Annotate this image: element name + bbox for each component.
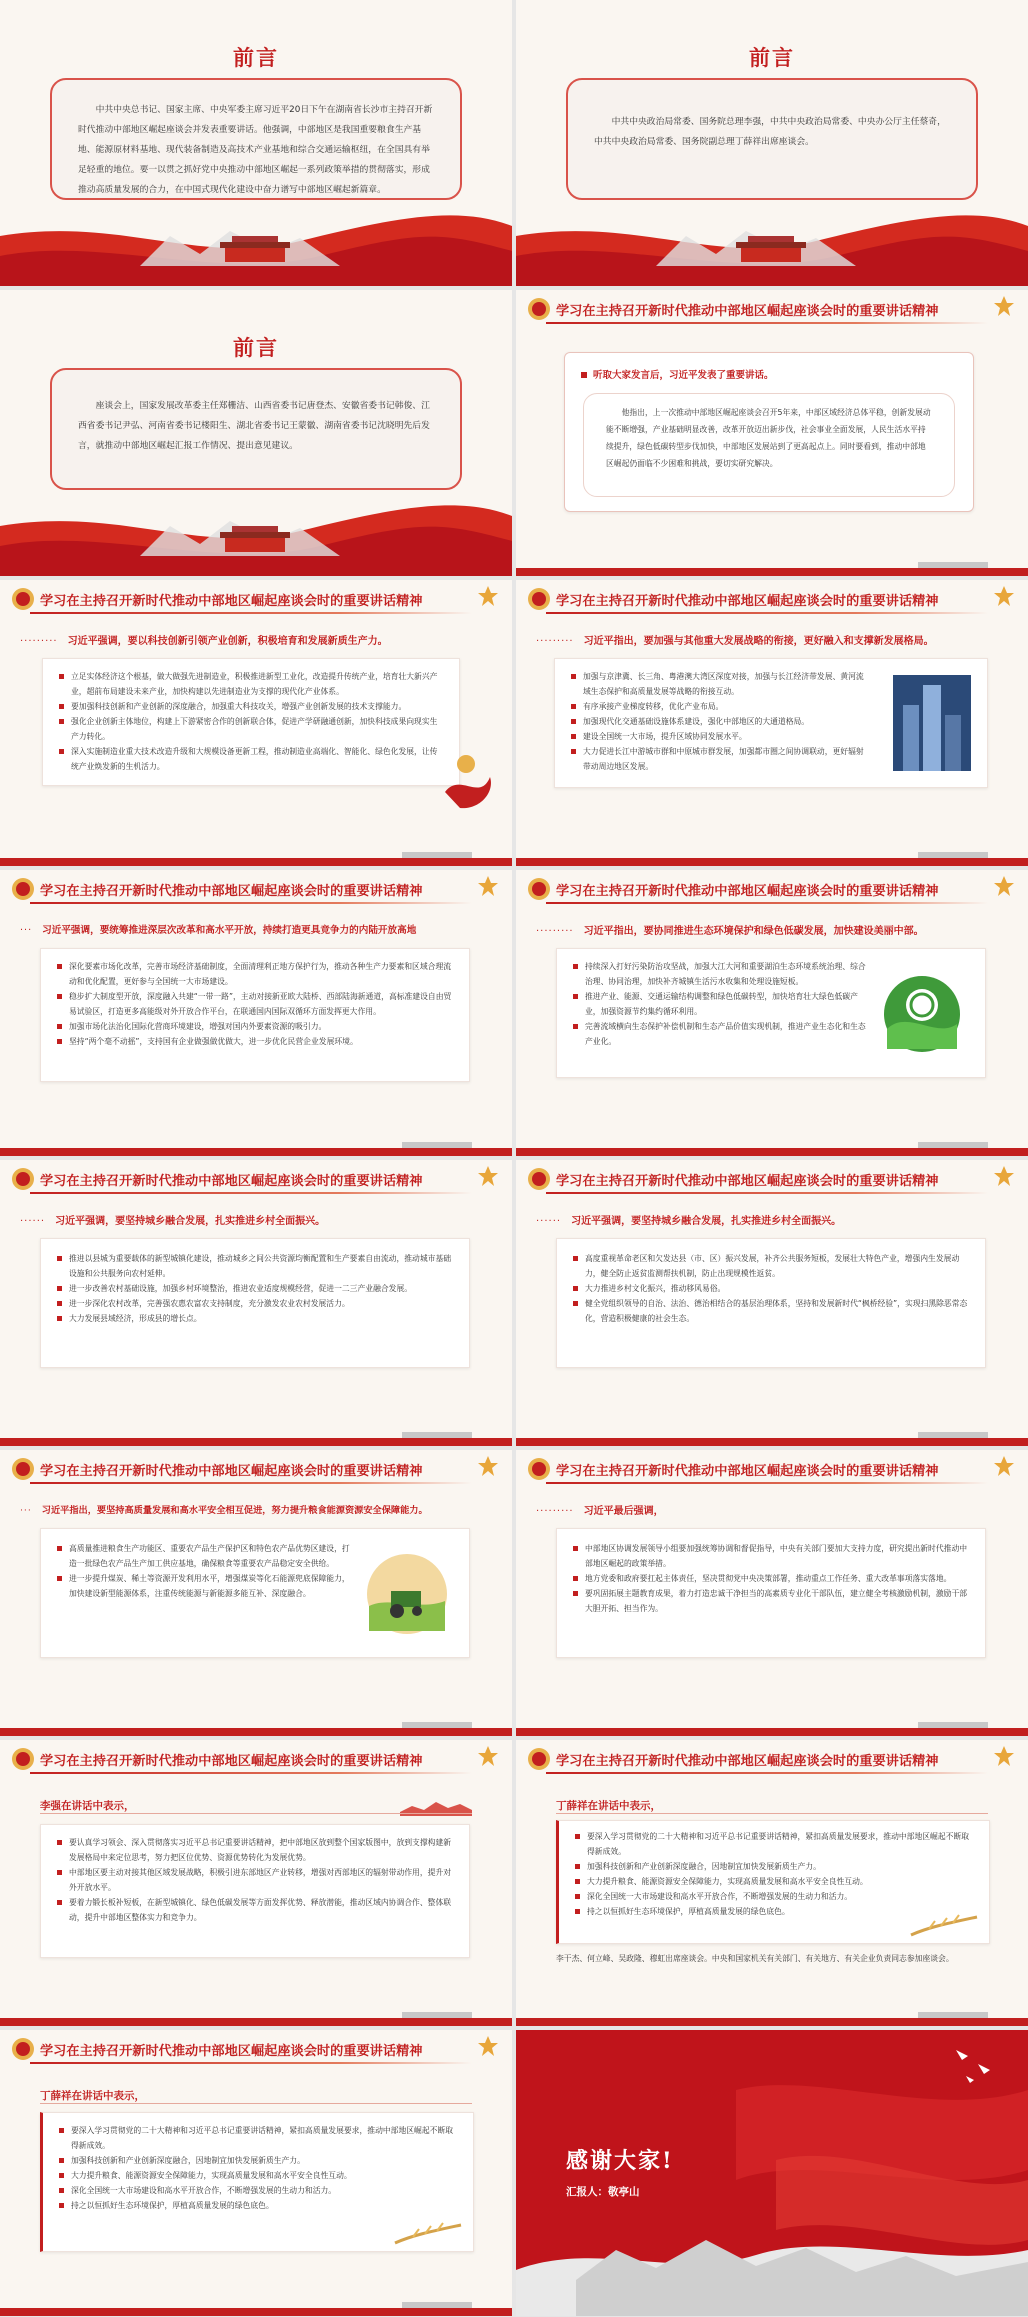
slide-strategy[interactable]: [516, 580, 1028, 866]
preface-text: 中共中央总书记、国家主席、中央军委主席习近平20日下午在湖南省长沙市主持召开新时代推动中部地区崛起座谈会并发表重要讲话。他强调，中部地区是我国重要粮食生产基地、能源原材料基地、现代装备制造及高技术产业基地和综合交通运输枢纽，在全国具有举足轻重的地位。要一以贯之抓好党中央推动中部地区崛起一系列政策举措的贯彻落实，形成推动高质量发展的合力，在中国式现代化建设中奋力谱写中部地区崛起新篇章。: [78, 105, 433, 195]
list-item: 加强科技创新和产业创新深度融合，因地制宜加快发展新质生产力。: [573, 1859, 975, 1874]
dotted-marker: ···: [20, 1505, 32, 1516]
bottom-bar: [516, 1438, 1028, 1446]
speech-text: 他指出，上一次推动中部地区崛起座谈会召开5年来，中部区域经济总体平稳，创新发展动能不断增强，产业基础明显改善，改革开放迈出新步伐，社会事业全面发展，人民生活水平持续提升，绿色低碳转型步伐加快，中部地区发展站到了更高起点上。同时要看到，推动中部地区崛起仍面临不少困难和挑战，要切实研究解决。: [606, 408, 931, 468]
preface-text-box: [566, 78, 978, 200]
preface-text: 中共中央政治局常委、国务院总理李强，中共中央政治局常委、中央办公厅主任蔡奇，中共中央政治局常委、国务院副总理丁薛祥出席座谈会。: [594, 117, 946, 147]
preface-title: 前言: [233, 45, 279, 70]
slide-header: [0, 1160, 512, 1200]
star-icon: [992, 1454, 1016, 1478]
preface-text: 座谈会上，国家发展改革委主任郑栅洁、山西省委书记唐登杰、安徽省委书记韩俊、江西省委书记尹弘、河南省委书记楼阳生、湖北省委书记王蒙徽、湖南省委书记沈晓明先后发言，就推动中部地区崛起汇报工作情况、提出意见建议。: [78, 401, 430, 451]
header-title: 学习在主持召开新时代推动中部地区崛起座谈会时的重要讲话精神: [556, 304, 939, 319]
section-subheading-text: 习近平指出，要坚持高质量发展和高水平安全相互促进，努力提升粮食能源资源安全保障能力。: [41, 1505, 428, 1516]
content-card: [40, 1238, 470, 1368]
party-emblem-icon: [526, 1746, 552, 1772]
speaker-heading: 丁薛祥在讲话中表示，: [40, 2090, 145, 2102]
bullet-list: [573, 1829, 975, 1919]
party-emblem-icon: [526, 876, 552, 902]
slide-ding-xuexiang-2[interactable]: [0, 2030, 512, 2316]
list-item: 加强现代化交通基础设施体系建设，强化中部地区的大通道格局。: [569, 714, 869, 729]
dotted-marker: ·········: [536, 926, 574, 937]
header-title: 学习在主持召开新时代推动中部地区崛起座谈会时的重要讲话精神: [40, 2044, 423, 2059]
header-title: 学习在主持召开新时代推动中部地区崛起座谈会时的重要讲话精神: [556, 594, 939, 609]
header-title: 学习在主持召开新时代推动中部地区崛起座谈会时的重要讲话精神: [556, 1754, 939, 1769]
header-title: 学习在主持召开新时代推动中部地区崛起座谈会时的重要讲话精神: [40, 884, 423, 899]
wheat-icon: [393, 2221, 463, 2245]
attendance-note: 李干杰、何立峰、吴政隆、穆虹出席座谈会。中央和国家机关有关部门、有关地方、有关企业负责同志参加座谈会。: [556, 1954, 954, 1963]
star-icon: [476, 584, 500, 608]
slide-header: [516, 1740, 1028, 1780]
slide-reform[interactable]: [0, 870, 512, 1156]
party-emblem-icon: [10, 586, 36, 612]
list-item: 大力推进乡村文化振兴，推动移风易俗。: [571, 1281, 971, 1296]
preface-title: 前言: [749, 45, 795, 70]
section-subheading: [536, 632, 1008, 647]
content-card: [556, 1820, 990, 1944]
speaker-divider: [40, 1813, 472, 1814]
party-emblem-icon: [10, 2036, 36, 2062]
party-emblem-icon: [526, 1166, 552, 1192]
bullet-list: [571, 1251, 971, 1326]
header-divider: [546, 322, 988, 324]
party-emblem-icon: [526, 1456, 552, 1482]
content-card: [42, 658, 460, 786]
party-emblem-icon: [526, 586, 552, 612]
list-item: 有序承接产业梯度转移，优化产业布局。: [569, 699, 869, 714]
section-subheading: [536, 1212, 1008, 1227]
star-icon: [992, 294, 1016, 318]
bottom-bar: [0, 1728, 512, 1736]
slide-security[interactable]: [0, 1450, 512, 1736]
red-ribbon-emblem-icon: [440, 742, 496, 812]
party-emblem-icon: [10, 1456, 36, 1482]
header-divider: [30, 2062, 472, 2064]
star-icon: [992, 1744, 1016, 1768]
dotted-marker: ·········: [536, 636, 574, 647]
list-item: 大力提升粮食、能源资源安全保障能力，实现高质量发展和高水平安全良性互动。: [573, 1874, 975, 1889]
section-subheading: [20, 1212, 492, 1227]
slide-ding-xuexiang-1[interactable]: [516, 1740, 1028, 2026]
speaker-heading: 李强在讲话中表示，: [40, 1800, 135, 1812]
list-item: 大力提升粮食、能源资源安全保障能力，实现高质量发展和高水平安全良性互动。: [57, 2168, 459, 2183]
star-icon: [476, 874, 500, 898]
header-divider: [30, 1772, 472, 1774]
dotted-marker: ······: [536, 1216, 562, 1227]
list-item: 加强与京津冀、长三角、粤港澳大湾区深度对接，加强与长江经济带发展、黄河流域生态保护和高质量发展等战略的衔接互动。: [569, 669, 869, 699]
bullet-list: [55, 1541, 355, 1601]
dotted-marker: ······: [20, 1216, 46, 1227]
content-card: [556, 948, 986, 1078]
slide-header: [516, 1450, 1028, 1490]
bullet-list: [57, 669, 445, 774]
list-item: 高度重视革命老区和欠发达县（市、区）振兴发展，补齐公共服务短板，发展壮大特色产业，增强内生发展动力，健全防止返贫监测帮扶机制，防止出现规模性返贫。: [571, 1251, 971, 1281]
bullet-list: [571, 1541, 971, 1616]
slide-preface-3[interactable]: [0, 290, 512, 576]
content-card: [40, 1528, 470, 1658]
content-card: [40, 1824, 470, 1958]
speech-card: [564, 352, 974, 512]
speaker-divider: [556, 1813, 988, 1814]
list-item: 深化全国统一大市场建设和高水平开放合作，不断增强发展的生动力和活力。: [573, 1889, 975, 1904]
header-title: 学习在主持召开新时代推动中部地区崛起座谈会时的重要讲话精神: [40, 1174, 423, 1189]
speech-subheading: [581, 367, 774, 381]
list-item: 加强市场化法治化国际化营商环境建设，增强对国内外要素资源的吸引力。: [55, 1019, 455, 1034]
header-title: 学习在主持召开新时代推动中部地区崛起座谈会时的重要讲话精神: [40, 1464, 423, 1479]
slide-ecology[interactable]: [516, 870, 1028, 1156]
slide-li-qiang[interactable]: [0, 1740, 512, 2026]
bottom-bar: [0, 858, 512, 866]
content-card: [40, 948, 470, 1082]
list-item: 地方党委和政府要扛起主体责任，坚决贯彻党中央决策部署，推动重点工作任务、重大改革事项落实落地。: [571, 1571, 971, 1586]
preface-title: 前言: [233, 335, 279, 360]
party-emblem-icon: [10, 876, 36, 902]
list-item: 要深入学习贯彻党的二十大精神和习近平总书记重要讲话精神，紧扣高质量发展要求，推动中部地区崛起不断取得新成效。: [573, 1829, 975, 1859]
bullet-list: [55, 1251, 455, 1326]
list-item: 大力促进长江中游城市群和中原城市群发展，加强都市圈之间协调联动，更好辐射带动周边地区发展。: [569, 744, 869, 774]
slide-thanks[interactable]: [516, 2030, 1028, 2316]
speaker-divider: [40, 2103, 472, 2104]
section-subheading: [536, 922, 1008, 937]
bottom-bar: [516, 1148, 1028, 1156]
slide-speech-intro[interactable]: [516, 290, 1028, 576]
slide-header: [516, 290, 1028, 330]
header-divider: [546, 612, 988, 614]
list-item: 要巩固拓展主题教育成果，着力打造忠诚干净担当的高素质专业化干部队伍，建立健全考核激励机制，激励干部大胆开拓、担当作为。: [571, 1586, 971, 1616]
slide-innovation[interactable]: [0, 580, 512, 866]
list-item: 健全党组织领导的自治、法治、德治相结合的基层治理体系，坚持和发展新时代“枫桥经验”，实现扫黑除恶常态化，营造积极健康的社会生态。: [571, 1296, 971, 1326]
header-divider: [546, 1192, 988, 1194]
section-subheading-text: 习近平强调，要坚持城乡融合发展，扎实推进乡村全面振兴。: [571, 1216, 842, 1227]
preface-text-box: [50, 78, 462, 200]
header-divider: [30, 1482, 472, 1484]
section-subheading: [20, 632, 492, 647]
list-item: 加强科技创新和产业创新深度融合，因地制宜加快发展新质生产力。: [57, 2153, 459, 2168]
slide-final[interactable]: [516, 1450, 1028, 1736]
slide-rural-2[interactable]: [516, 1160, 1028, 1446]
list-item: 中部地区协调发展领导小组要加强统筹协调和督促指导，中央有关部门要加大支持力度，研究提出新时代推动中部地区崛起的政策举措。: [571, 1541, 971, 1571]
speaker-heading: 丁薛祥在讲话中表示，: [556, 1800, 661, 1812]
wheat-icon: [909, 1913, 979, 1937]
list-item: 坚持“两个毫不动摇”，支持国有企业做强做优做大，进一步优化民营企业发展环境。: [55, 1034, 455, 1049]
star-icon: [992, 1164, 1016, 1188]
header-divider: [30, 612, 472, 614]
section-subheading: [20, 1502, 492, 1516]
list-item: 要深入学习贯彻党的二十大精神和习近平总书记重要讲话精神，紧扣高质量发展要求，推动中部地区崛起不断取得新成效。: [57, 2123, 459, 2153]
red-ribbon-tiananmen-decoration: [0, 486, 512, 576]
dotted-marker: ·········: [536, 1506, 574, 1517]
list-item: 进一步改善农村基础设施，加强乡村环境整治，推进农业适度规模经营，促进一二三产业融合发展。: [55, 1281, 455, 1296]
bullet-list: [55, 1835, 455, 1925]
bottom-bar: [516, 858, 1028, 866]
bottom-bar: [516, 1728, 1028, 1736]
list-item: 建设全国统一大市场，提升区域协同发展水平。: [569, 729, 869, 744]
list-item: 要加强科技创新和产业创新的深度融合，加强重大科技攻关，增强产业创新发展的技术支撑能力。: [57, 699, 445, 714]
slide-header: [0, 2030, 512, 2070]
bottom-bar: [0, 1148, 512, 1156]
bottom-bar: [0, 2308, 512, 2316]
slide-preface-2[interactable]: [516, 0, 1028, 286]
header-divider: [546, 1772, 988, 1774]
star-icon: [476, 2034, 500, 2058]
red-ribbon-tiananmen-decoration: [516, 196, 1028, 286]
content-card: [556, 1528, 986, 1658]
dotted-marker: ···: [20, 925, 33, 936]
farm-tractor-icon: [359, 1551, 455, 1637]
city-skyline-image: [893, 675, 971, 771]
speech-subheading-text: 听取大家发言后，习近平发表了重要讲话。: [593, 370, 774, 381]
section-subheading-text: 习近平强调，要统筹推进深层次改革和高水平开放，持续打造更具竞争力的内陆开放高地: [42, 925, 417, 936]
slide-rural-1[interactable]: [0, 1160, 512, 1446]
list-item: 立足实体经济这个根基，做大做强先进制造业，积极推进新型工业化，改造提升传统产业，培育壮大新兴产业，超前布局建设未来产业，加快构建以先进制造业为支撑的现代化产业体系。: [57, 669, 445, 699]
section-subheading-text: 习近平强调，要以科技创新引领产业创新，积极培育和发展新质生产力。: [67, 636, 388, 647]
list-item: 中部地区要主动对接其他区域发展战略，积极引进东部地区产业转移，增强对西部地区的辐射带动作用，提升对外开放水平。: [55, 1865, 455, 1895]
slide-preface-1[interactable]: [0, 0, 512, 286]
slide-header: [516, 870, 1028, 910]
list-item: 深化全国统一大市场建设和高水平开放合作，不断增强发展的生动力和活力。: [57, 2183, 459, 2198]
header-divider: [546, 902, 988, 904]
section-subheading-text: 习近平指出，要协同推进生态环境保护和绿色低碳发展，加快建设美丽中部。: [583, 926, 924, 937]
list-item: 推进以县城为重要载体的新型城镇化建设，推动城乡之间公共资源均衡配置和生产要素自由流动，推动城市基础设施和公共服务向农村延伸。: [55, 1251, 455, 1281]
star-icon: [476, 1454, 500, 1478]
section-subheading-text: 习近平强调，要坚持城乡融合发展，扎实推进乡村全面振兴。: [55, 1216, 326, 1227]
header-title: 学习在主持召开新时代推动中部地区崛起座谈会时的重要讲话精神: [40, 594, 423, 609]
header-title: 学习在主持召开新时代推动中部地区崛起座谈会时的重要讲话精神: [556, 884, 939, 899]
bottom-bar: [0, 2018, 512, 2026]
content-card: [554, 658, 988, 788]
slide-header: [516, 580, 1028, 620]
bullet-list: [569, 669, 869, 774]
party-emblem-icon: [526, 296, 552, 322]
section-subheading: [536, 1502, 1008, 1517]
header-title: 学习在主持召开新时代推动中部地区崛起座谈会时的重要讲话精神: [40, 1754, 423, 1769]
list-item: 深化要素市场化改革，完善市场经济基础制度，全面清理利正地方保护行为，推动各种生产力要素和区域合理流动和优化配置，更好参与全国统一大市场建设。: [55, 959, 455, 989]
list-item: 持之以恒抓好生态环境保护，厚植高质量发展的绿色底色。: [573, 1904, 975, 1919]
section-subheading-text: 习近平最后强调，: [583, 1506, 664, 1517]
bullet-list: [55, 959, 455, 1049]
list-item: 稳步扩大制度型开放，深度融入共建“一带一路”，主动对接新亚欧大陆桥、西部陆海新通道，高标准建设自由贸易试验区，打造更多高能级对外开放合作平台，在联通国内国际双循环方面发挥更大作用。: [55, 989, 455, 1019]
star-icon: [992, 584, 1016, 608]
green-earth-icon: [877, 969, 967, 1059]
preface-text-box: [50, 368, 462, 490]
star-icon: [476, 1744, 500, 1768]
list-item: 进一步提升煤炭、稀土等资源开发利用水平，增强煤炭等化石能源兜底保障能力，加快建设新型能源体系，注重传统能源与新能源多能互补、深度融合。: [55, 1571, 355, 1601]
bullet-list: [571, 959, 871, 1049]
list-item: 持续深入打好污染防治攻坚战，加强大江大河和重要湖泊生态环境系统治理、综合治理、协同治理，加快补齐城镇生活污水收集和处理设施短板。: [571, 959, 871, 989]
bullet-list: [57, 2123, 459, 2213]
header-divider: [30, 902, 472, 904]
red-ribbon-tiananmen-decoration: [0, 196, 512, 286]
party-emblem-icon: [10, 1746, 36, 1772]
list-item: 持之以恒抓好生态环境保护，厚植高质量发展的绿色底色。: [57, 2198, 459, 2213]
header-divider: [546, 1482, 988, 1484]
slide-header: [0, 870, 512, 910]
speech-quote-box: [583, 393, 955, 497]
slide-header: [516, 1160, 1028, 1200]
bullet-square-icon: [581, 372, 587, 378]
list-item: 推进产业、能源、交通运输结构调整和绿色低碳转型，加快培育壮大绿色低碳产业，加强资源节约集约循环利用。: [571, 989, 871, 1019]
slide-header: [0, 580, 512, 620]
party-emblem-icon: [10, 1166, 36, 1192]
header-divider: [30, 1192, 472, 1194]
header-title: 学习在主持召开新时代推动中部地区崛起座谈会时的重要讲话精神: [556, 1174, 939, 1189]
bottom-bar: [0, 1438, 512, 1446]
bottom-bar: [516, 568, 1028, 576]
list-item: 要着力锻长板补短板，在新型城镇化、绿色低碳发展等方面发挥优势、释放潜能，推动区域内协调合作、整体联动，提升中部地区整体实力和竞争力。: [55, 1895, 455, 1925]
list-item: 要认真学习领会、深入贯彻落实习近平总书记重要讲话精神，把中部地区放到整个国家版图中，放到支撑构建新发展格局中来定位思考，努力把区位优势、资源优势转化为发展优势。: [55, 1835, 455, 1865]
list-item: 完善流域横向生态保护补偿机制和生态产品价值实现机制，推进产业生态化和生态产业化。: [571, 1019, 871, 1049]
list-item: 大力发展县域经济，形成县的增长点。: [55, 1311, 455, 1326]
list-item: 强化企业创新主体地位，构建上下游紧密合作的创新联合体，促进产学研融通创新，加快科技成果向现实生产力转化。: [57, 714, 445, 744]
content-card: [556, 1238, 986, 1368]
reporter-label: 汇报人：敬亭山: [566, 2186, 640, 2198]
list-item: 深入实施制造业重大技术改造升级和大规模设备更新工程，推动制造业高端化、智能化、绿色化发展，让传统产业焕发新的生机活力。: [57, 744, 445, 774]
list-item: 高质量推进粮食生产功能区、重要农产品生产保护区和特色农产品优势区建设，打造一批绿色农产品生产加工供应基地，确保粮食等重要农产品稳定安全供给。: [55, 1541, 355, 1571]
star-icon: [476, 1164, 500, 1188]
slide-header: [0, 1450, 512, 1490]
dotted-marker: ·········: [20, 636, 58, 647]
star-icon: [992, 874, 1016, 898]
slide-header: [0, 1740, 512, 1780]
thanks-title: 感谢大家!: [566, 2148, 674, 2174]
section-subheading: [20, 922, 492, 936]
section-subheading-text: 习近平指出，要加强与其他重大发展战略的衔接，更好融入和支撑新发展格局。: [583, 636, 934, 647]
list-item: 进一步深化农村改革，完善强农惠农富农支持制度，充分激发农业农村发展活力。: [55, 1296, 455, 1311]
bottom-bar: [516, 2018, 1028, 2026]
content-card: [40, 2112, 474, 2252]
header-title: 学习在主持召开新时代推动中部地区崛起座谈会时的重要讲话精神: [556, 1464, 939, 1479]
